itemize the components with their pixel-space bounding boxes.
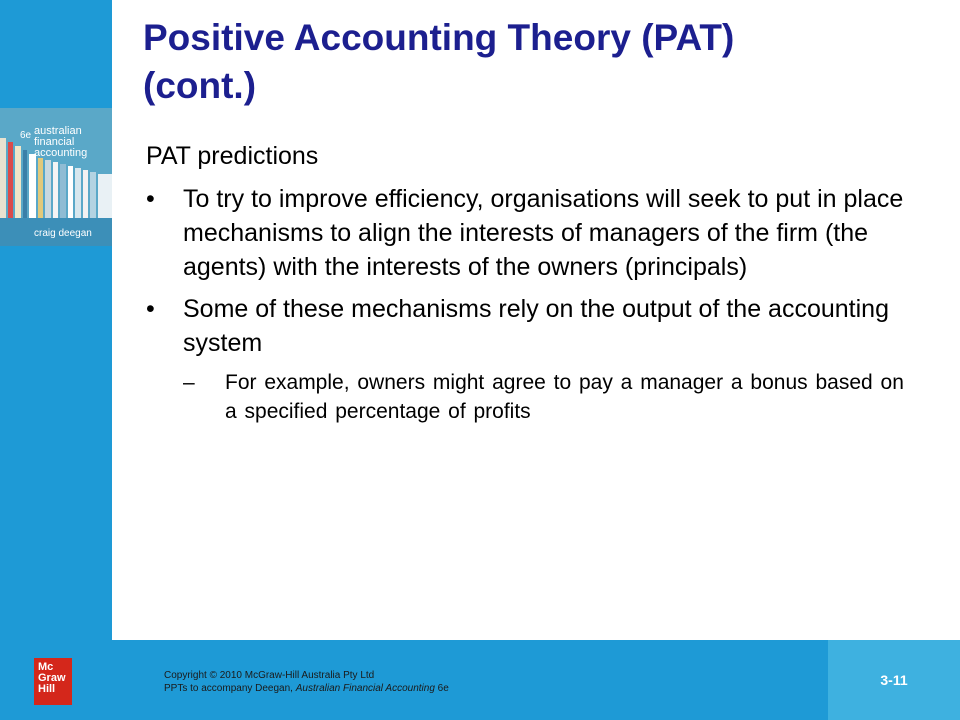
bullet-icon: • (146, 185, 155, 213)
sub-bullet-text: For example, owners might agree to pay a manager a bonus based on a specified percentage of profits (225, 371, 904, 423)
slide-title-line2: (cont.) (143, 65, 257, 106)
copyright-line2-prefix: PPTs to accompany Deegan, (164, 683, 296, 694)
logo-text-line2: Graw (38, 672, 66, 684)
copyright-line2 (164, 682, 449, 695)
book-cover-image (0, 108, 112, 246)
bullet-text: Some of these mechanisms rely on the output of the accounting system (183, 295, 889, 357)
copyright-notice (164, 669, 449, 695)
section-subheading: PAT predictions (146, 142, 319, 170)
book-cover-title-line1: australian (34, 125, 82, 137)
mcgraw-hill-logo (34, 658, 72, 705)
slide-title (143, 14, 943, 110)
sub-bullet-item (183, 368, 916, 426)
dash-icon: – (183, 371, 195, 394)
book-cover-edition: 6e (20, 130, 32, 141)
copyright-line1: Copyright © 2010 McGraw-Hill Australia Pty Ltd (164, 670, 375, 681)
slide-body (146, 140, 916, 426)
bullet-item (146, 182, 916, 284)
logo-text-line1: Mc (38, 661, 54, 673)
footer-bar (0, 640, 960, 720)
slide-title-line1: Positive Accounting Theory (PAT) (143, 17, 735, 58)
bullet-icon: • (146, 295, 155, 323)
copyright-book-title: Australian Financial Accounting (295, 683, 435, 694)
page-number: 3-11 (880, 672, 908, 688)
book-cover-title-line2: financial accounting (34, 136, 88, 159)
book-cover-author: craig deegan (34, 228, 92, 239)
page-number-panel (828, 640, 960, 720)
copyright-line2-suffix: 6e (434, 683, 449, 694)
bullet-text: To try to improve efficiency, organisations will seek to put in place mechanisms to align the interests of managers of the firm (the agents) with the interests of the owners (principals) (183, 185, 904, 281)
logo-text-line3: Hill (38, 683, 56, 695)
left-accent-bar (0, 0, 112, 640)
book-cover-title (34, 126, 112, 159)
bullet-item (146, 292, 916, 360)
